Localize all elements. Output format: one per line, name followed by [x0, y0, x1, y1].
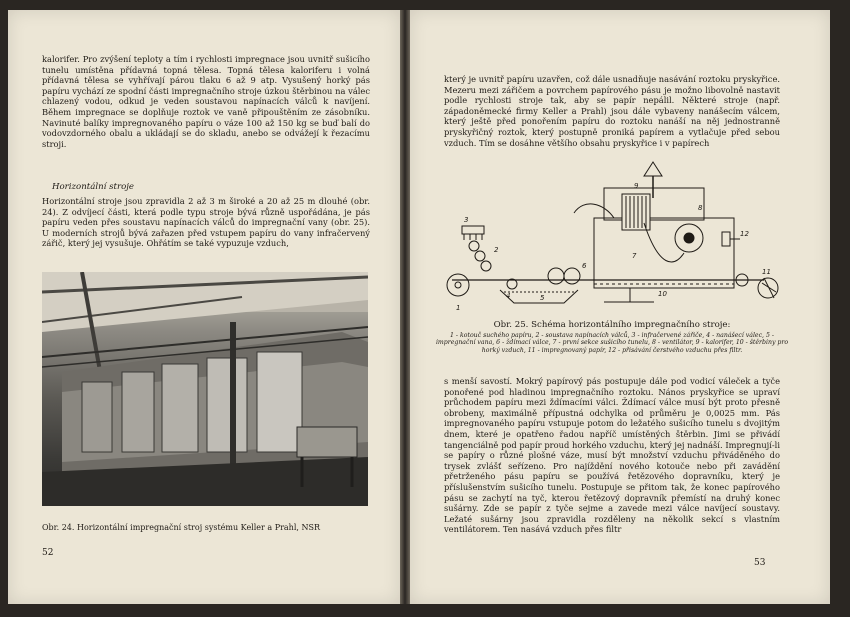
right-paragraph-1: který je uvnitř papíru uzavřen, což dále usnadňuje nasávání roztoku pryskyřice. Mezeru mezi zářičem a povrchem papírového pásu je možno libovolně nastavit podle rychlosti stroje tak, aby se papír nepálil. Některé stroje (např. západoněmecké firmy Keller a Prahl) jsou dále vybaveny nanášecím válcem, který ještě před ponořením papíru do roztoku nanáší na něj jednostranně pryskyřičný roztok, který postupně proniká papírem a vytlačuje před sebou vzduch. Tím se dosáhne většího obsahu pryskyřice i v papírech [444, 74, 780, 148]
machine-photo [42, 272, 368, 506]
label-11: 11 [762, 268, 771, 276]
figure-legend: 1 - kotouč suchého papíru, 2 - soustava napínacích válců, 3 - infračervené zářiče, 4 - nanášecí válec, 5 - impregnační vana, 6 - ždímací válce, 7 - první sekce sušicího tunelu, 8 - ventilátor, 9 - kalorifer, 10 - štěrbiny pro horký vzduch, 11 - impregnovaný papír, 12 - přisávání čerstvého vzduchu přes filtr. [435, 332, 789, 354]
left-page [8, 10, 400, 604]
label-5: 5 [540, 294, 545, 302]
left-page-number: 52 [42, 548, 54, 558]
figure-title: Obr. 25. Schéma horizontálního impregnačního stroje: [493, 320, 731, 330]
label-7: 7 [632, 252, 637, 260]
label-1: 1 [456, 304, 461, 312]
label-9: 9 [634, 182, 639, 190]
impregnation-schematic [444, 158, 784, 318]
right-paragraph-2: s menší savostí. Mokrý papírový pás postupuje dále pod vodicí váleček a tyče ponořené pod hladinou impregnačního roztoku. Nános pryskyřice se upraví průchodem papíru mezi ždímacími válci. Ždímací válce musí být proto přesně obrobeny, maximálně přípustná odchylka od průměru je 0,0025 mm. Pás impregnovaného papíru vstupuje potom do ležatého sušicího tunelu s dvojitým dnem, které je opatřeno řadou napříč umístěných štěrbin. Jimi se přivádí tangenciálně pod papír proud horkého vzduchu, který jej nadnáší. Impregnují-li se papíry o různé plošné váze, musí být množství vzduchu přiváděného do trysek zvlášť seřízeno. Pro najíždění nového kotouče nebo při zavádění přetrženého pásu papíru se používá řetězového dopravníku, který je příslušenstvím sušicího tunelu. Postupuje se přitom tak, že konec papírového pásu se zachytí na tyč, kterou řetězový dopravník přemístí na druhý konec sušárny. Zde se papír z tyče sejme a zavede mezi válce navíjecí soustavy. Ležaté sušárny jsou zpravidla rozděleny na několik sekcí s vlastním ventilátorem. Ten nasává vzduch přes filtr [444, 376, 780, 535]
photo-caption: Obr. 24. Horizontální impregnační stroj systému Keller a Prahl, NSR [42, 523, 320, 532]
left-paragraph-2: Horizontální stroje jsou zpravidla 2 až 3 m široké a 20 až 25 m dlouhé (obr. 24). Z odvíjecí části, která podle typu stroje bývá různě uspořádána, je pás papíru veden přes soustavu napínacích válců do impregnační vany (obr. 25). U moderních strojů bývá zařazen před vstupem papíru do vany infračervený zářič, který jej vysušuje. Ohřátím se také vypuzuje vzduch, [42, 196, 370, 249]
label-8: 8 [698, 204, 703, 212]
left-paragraph-1: kalorifer. Pro zvýšení teploty a tím i rychlosti impregnace jsou uvnitř sušicího tunelu umístěna přídavná topná tělesa. Topná tělesa kaloriferu i volná přídavná tělesa se vyhřívají párou tlaku 6 až 9 atp. Vysušený horký pás papíru vychází ze spodní části impregnačního stroje úzkou štěrbinou na válec chlazený vodou, odkud je veden soustavou napínacích válců k navíjení. Během impregnace se doplňuje roztok ve vaně připouštěním ze zásobníku. Navinuté balíky impregnovaného papíru o váze 100 až 150 kg se buď balí do vodovzdorného obalu a ukládají se do skladu, anebo se odvážejí k řezacímu stroji. [42, 54, 370, 149]
label-2: 2 [494, 246, 499, 254]
label-10: 10 [658, 290, 667, 298]
section-heading: Horizontální stroje [52, 182, 134, 192]
label-3: 3 [464, 216, 469, 224]
label-6: 6 [582, 262, 587, 270]
right-page-number: 53 [754, 558, 766, 568]
label-12: 12 [740, 230, 749, 238]
right-page [410, 10, 830, 604]
book-gutter [400, 10, 410, 604]
label-4: 4 [506, 292, 511, 300]
machine-photo-drawing [42, 272, 368, 506]
